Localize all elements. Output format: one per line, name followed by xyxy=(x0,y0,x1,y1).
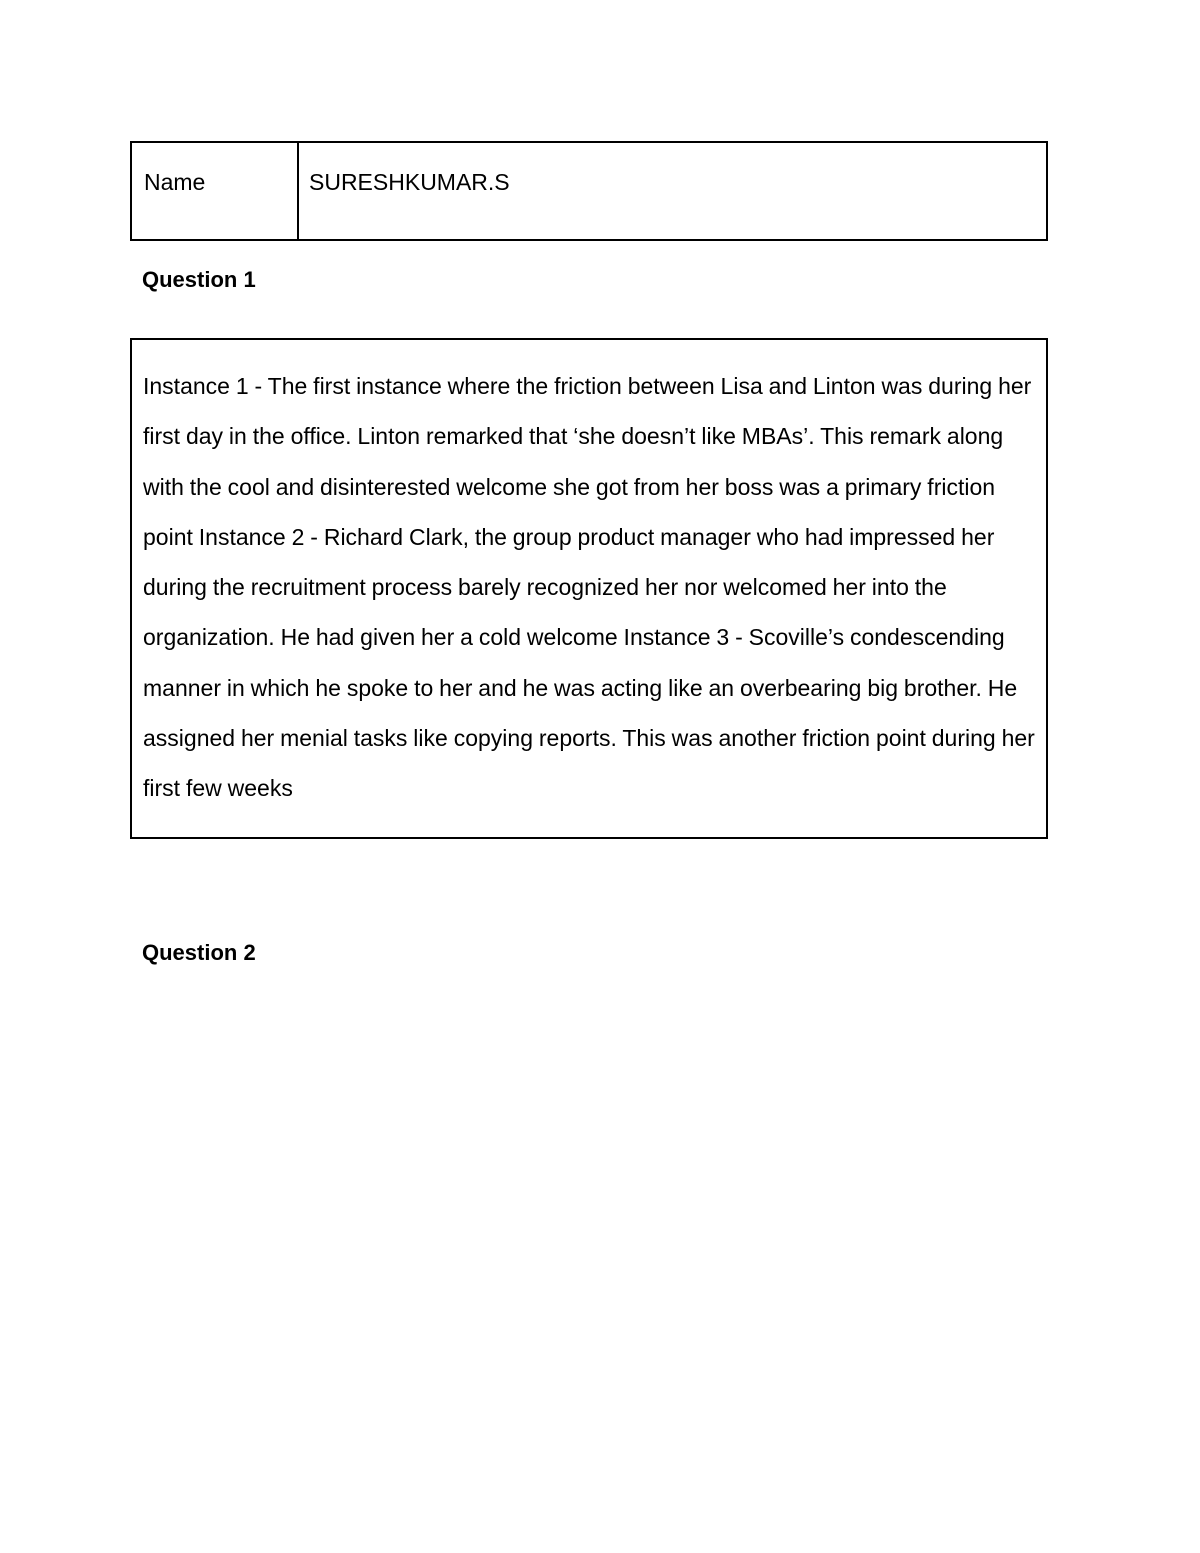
name-table xyxy=(130,141,1048,241)
question-1-answer-box xyxy=(130,338,1048,839)
question-1-heading: Question 1 xyxy=(142,267,256,292)
name-value: SURESHKUMAR.S xyxy=(309,169,510,195)
name-label: Name xyxy=(132,143,299,239)
question-2-heading: Question 2 xyxy=(142,940,256,965)
question-1-answer-text: Instance 1 - The first instance where the friction between Lisa and Linton was during her first day in the office. Linton remarked that ‘she doesn’t like MBAs’. This remark along with the cool and disinterested welcome she got from her boss was a primary friction point Instance 2 - Richard Clark, the group product manager who had impressed her during the recruitment process barely recognized her nor welcomed her into the organization. He had given her a cold welcome Instance 3 - Scoville’s condescending manner in which he spoke to her and he was acting like an overbearing big brother. He assigned her menial tasks like copying reports. This was another friction point during her first few weeks xyxy=(143,373,1035,802)
